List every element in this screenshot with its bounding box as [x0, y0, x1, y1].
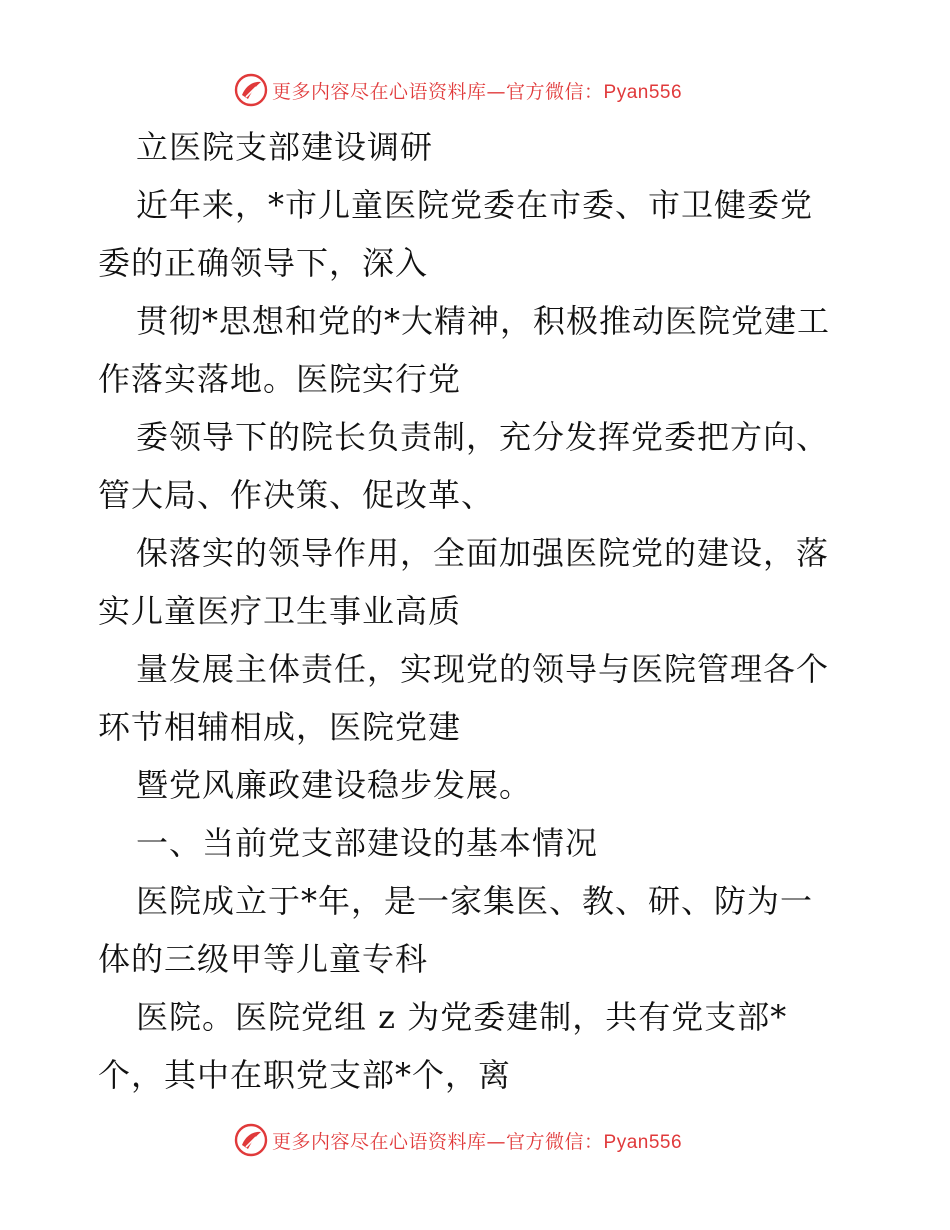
text-line: 实儿童医疗卫生事业高质 [98, 592, 462, 630]
text-line: 个，其中在职党支部*个，离 [98, 1056, 512, 1094]
text-line: 暨党风廉政建设稳步发展。 [136, 766, 533, 804]
watermark-text: 更多内容尽在心语资料库—官方微信： [272, 1130, 604, 1153]
text-line: 体的三级甲等儿童专科 [98, 940, 429, 978]
text-line: 医院。医院党组 z 为党委建制，共有党支部* [136, 998, 788, 1036]
text-line: 委的正确领导下，深入 [98, 244, 429, 282]
text-line: 贯彻*思想和党的*大精神，积极推动医院党建工 [136, 302, 831, 340]
header-watermark [0, 70, 950, 110]
section-heading: 一、当前党支部建设的基本情况 [136, 824, 599, 862]
text-line: 保落实的领导作用，全面加强医院党的建设，落 [136, 534, 830, 572]
footer-watermark [0, 1120, 950, 1160]
text-line: 立医院支部建设调研 [136, 128, 434, 166]
text-line: 管大局、作决策、促改革、 [98, 476, 495, 514]
watermark-id: Pyan556 [603, 81, 683, 103]
watermark-text: 更多内容尽在心语资料库—官方微信： [272, 80, 604, 103]
logo-icon [234, 1123, 268, 1157]
text-line: 医院成立于*年，是一家集医、教、研、防为一 [136, 882, 814, 920]
watermark-id: Pyan556 [603, 1131, 683, 1153]
text-line: 委领导下的院长负责制，充分发挥党委把方向、 [136, 418, 830, 456]
text-line: 近年来，*市儿童医院党委在市委、市卫健委党 [136, 186, 814, 224]
logo-icon [234, 73, 268, 107]
text-line: 量发展主体责任，实现党的领导与医院管理各个 [136, 650, 830, 688]
document-body [98, 118, 858, 1104]
text-line: 环节相辅相成，医院党建 [98, 708, 462, 746]
text-line: 作落实落地。医院实行党 [98, 360, 462, 398]
